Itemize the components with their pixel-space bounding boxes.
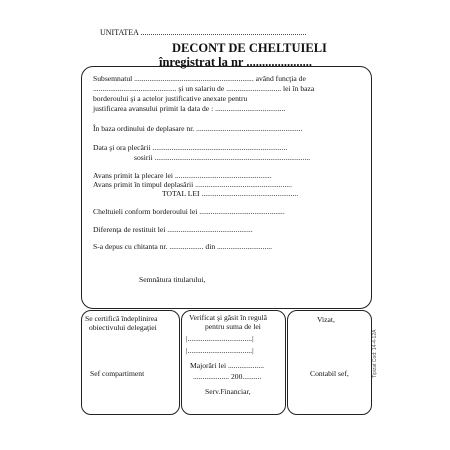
certify-line-1: Se certifică îndeplinirea — [85, 314, 158, 323]
verify-line-1: Verificat şi găsit în regulă — [189, 313, 268, 322]
line-ordin-deplasare: În baza ordinului de deplasare nr. ........................................................ — [93, 124, 303, 133]
document-subtitle: înregistrat la nr ..................... — [159, 55, 313, 69]
line-subsemnatul: Subsemnatul ............................................................... având funcţia de — [93, 74, 306, 83]
vizat-box — [287, 310, 372, 415]
side-form-code: Tipizat Cod: 14-4-12A — [372, 329, 378, 378]
line-justificare: justificarea avansului primit la data de : ..................................... — [93, 104, 286, 113]
verify-line-2: pentru suma de lei — [205, 322, 261, 331]
line-salariu: ............................................ şi un salariu de ............................. lei în baza — [93, 84, 315, 93]
unitatea-line: UNITATEA ................................................................................... — [100, 28, 307, 37]
majorari-line: Majorări lei ................... — [190, 361, 265, 370]
document-title: DECONT DE CHELTUIELI — [172, 41, 327, 55]
line-data-plecare: Data şi ora plecării ....................................................................... — [93, 143, 288, 152]
signature-label: Semnătura titularului, — [139, 275, 206, 284]
line-cheltuieli: Cheltuieli conform borderoului lei ............................................. — [93, 207, 285, 216]
verify-amount-2: |..................................| — [186, 346, 254, 355]
line-diferenta: Diferenţa de restituit lei ............................................. — [93, 225, 253, 234]
line-avans-plecare: Avans primit la plecare lei ................................................... — [93, 171, 272, 180]
line-total-lei: TOTAL LEI ................................................... — [162, 189, 299, 198]
contabil-sef-label: Contabil sef, — [310, 369, 349, 378]
sef-compartiment-label: Sef compartiment — [90, 369, 145, 378]
line-avans-deplasare: Avans primit în timpul deplasării ................................................... — [93, 180, 292, 189]
serv-financiar-label: Serv.Financiar, — [205, 387, 251, 396]
vizat-label: Vizat, — [317, 315, 335, 324]
verify-amount-1: |..................................| — [186, 334, 254, 343]
line-chitanta: S-a depus cu chitanta nr. .................. din ............................. — [93, 242, 273, 251]
certify-line-2: obiectivului delegaţiei — [89, 323, 157, 332]
year-line: ................... 200.......... — [193, 372, 262, 381]
line-sosire: sosirii .................................................................................. — [134, 153, 311, 162]
line-borderou: borderoului şi a actelor justificative anexate pentru — [93, 94, 248, 103]
